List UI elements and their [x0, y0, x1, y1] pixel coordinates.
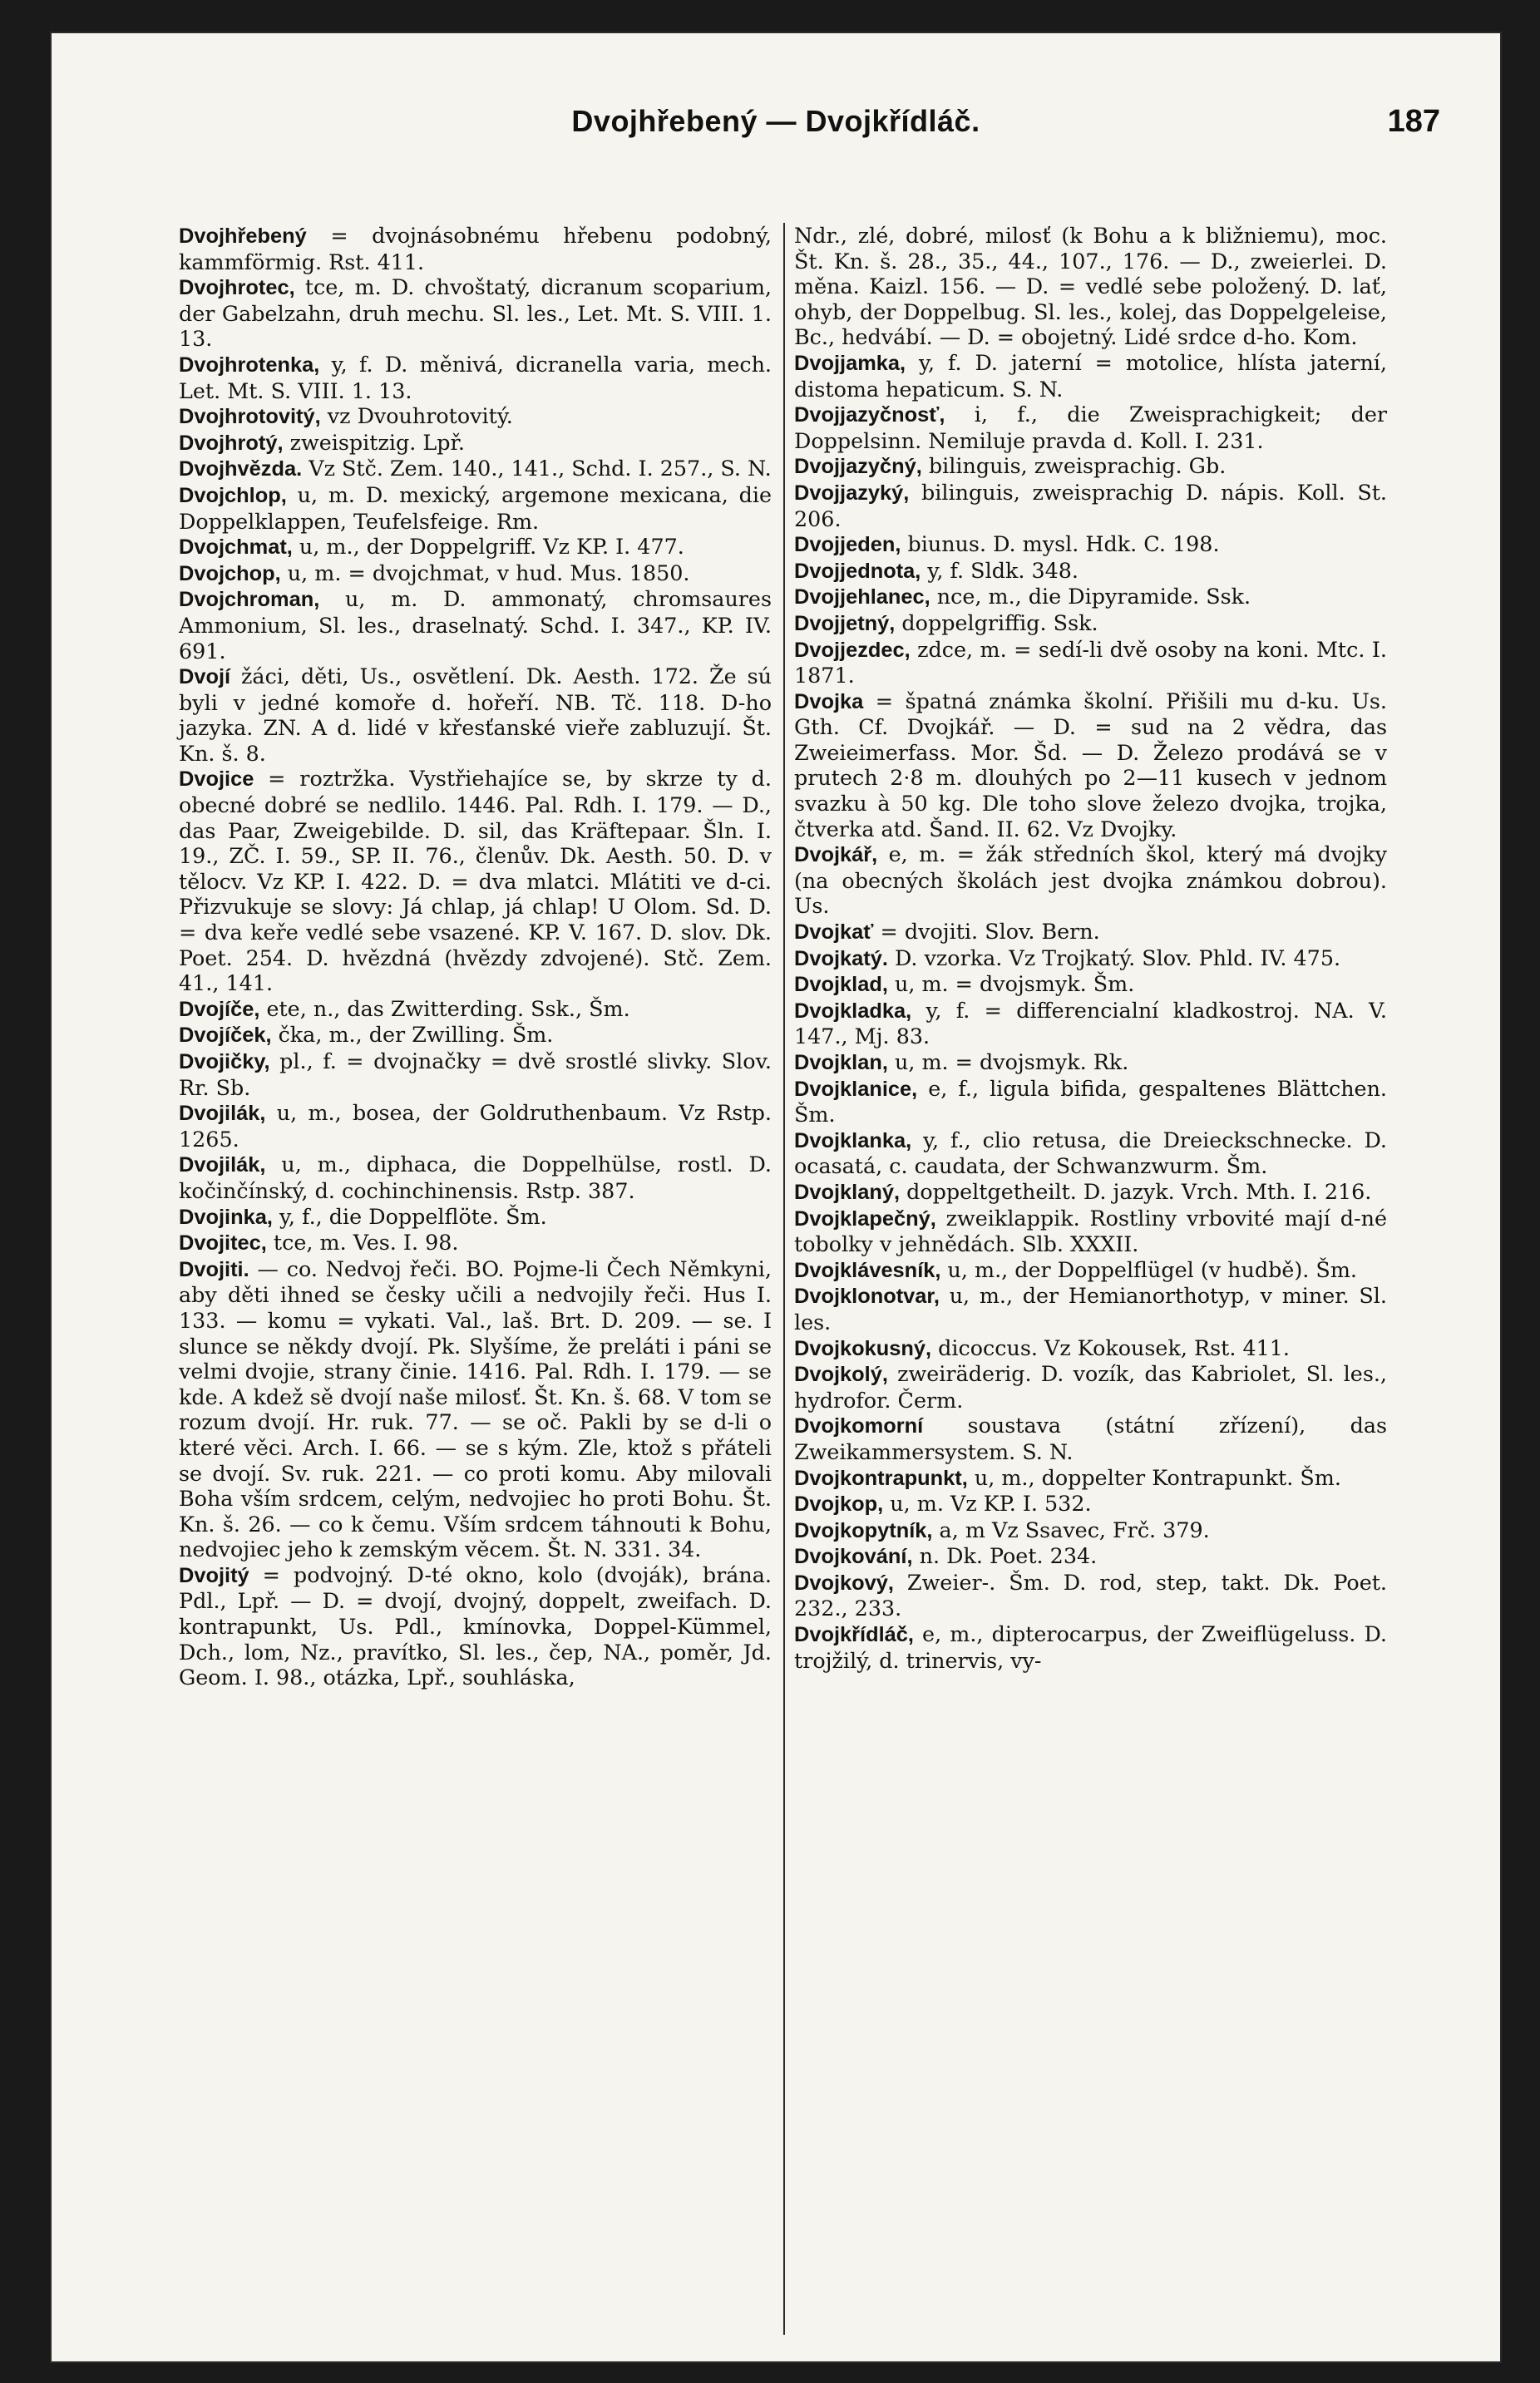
- entry-text: = dvojnásobnému hřebenu podobný, kammförmig. Rst. 411.: [179, 223, 772, 274]
- entry-headword: Dvojka: [794, 689, 864, 713]
- entry-headword: Dvojkolý,: [794, 1363, 888, 1387]
- entry-text: y, f. = differencialní kladkostroj. NA. V. 147., Mj. 83.: [794, 997, 1387, 1049]
- entry-text: biunus. D. mysl. Hdk. C. 198.: [901, 531, 1220, 557]
- entry-text: tce, m. Ves. I. 98.: [266, 1230, 459, 1256]
- entry-headword: Dvojilák,: [179, 1102, 266, 1126]
- entry-headword: Dvojjednota,: [794, 559, 921, 583]
- entry-text: bilinguis, zweisprachig. Gb.: [921, 453, 1227, 479]
- entry-text: u, m., der Doppelgriff. Vz KP. I. 477.: [292, 534, 684, 560]
- entry-headword: Dvojkový,: [794, 1571, 894, 1595]
- dictionary-entry: [794, 1335, 1387, 1362]
- entry-headword: Dvojhrotovitý,: [179, 405, 321, 429]
- dictionary-entry: [179, 1100, 772, 1152]
- entry-text: zweiklappik. Rostliny vrbovité mají d-né tobolky v jehnědách. Slb. XXXII.: [794, 1205, 1387, 1257]
- entry-headword: Dvojkokusný,: [794, 1336, 932, 1360]
- entry-text: ete, n., das Zwitterding. Ssk., Šm.: [259, 995, 630, 1021]
- dictionary-entry: [179, 586, 772, 664]
- entry-headword: Dvojjazyčný,: [794, 455, 922, 479]
- dictionary-entry: [794, 1543, 1387, 1570]
- entry-text: bilinguis, zweisprachig D. nápis. Koll. St. 206.: [794, 479, 1387, 531]
- entry-text: zweiräderig. D. vozík, das Kabriolet, Sl. les., hydrofor. Čerm.: [794, 1361, 1387, 1413]
- entry-text: u, m., doppelter Kontrapunkt. Šm.: [967, 1464, 1341, 1490]
- entry-text: = dvojiti. Slov. Bern.: [873, 919, 1100, 945]
- dictionary-entry: [794, 971, 1387, 998]
- entry-headword: Dvojjamka,: [794, 351, 906, 375]
- entry-headword: Dvojchmat,: [179, 535, 293, 560]
- dictionary-entry: [794, 1413, 1387, 1464]
- entry-text: doppeltgetheilt. D. jazyk. Vrch. Mth. I. 216.: [900, 1178, 1372, 1204]
- entry-headword: Dvojjeden,: [794, 533, 901, 557]
- entry-headword: Dvojklad,: [794, 973, 888, 997]
- entry-text: zdce, m. = sedí-li dvě osoby na koni. Mtc. I. 1871.: [794, 636, 1387, 688]
- entry-headword: Dvojkomorní: [794, 1414, 924, 1438]
- dictionary-entry: [794, 1049, 1387, 1076]
- dictionary-entry: [179, 223, 772, 274]
- entry-headword: Dvojkář,: [794, 843, 878, 867]
- entry-text: a, m Vz Ssavec, Frč. 379.: [932, 1517, 1210, 1542]
- entry-text: y, f. D. jaterní = motolice, hlísta jaterní, distoma hepaticum. S. N.: [794, 349, 1387, 402]
- entry-text: u, m. D. ammonatý, chromsaures Ammonium, Sl. les., draselnatý. Schd. I. 347., KP. IV. 691.: [179, 586, 772, 664]
- entry-headword: Dvojklanka,: [794, 1128, 912, 1152]
- dictionary-entry: [179, 1048, 772, 1100]
- entry-text: u, m. D. mexický, argemone mexicana, die Doppelklappen, Teufelsfeige. Rm.: [179, 481, 772, 534]
- left-column: [179, 223, 772, 1690]
- entry-headword: Dvojchop,: [179, 561, 281, 585]
- entry-headword: Dvojjetný,: [794, 611, 896, 635]
- dictionary-entry: [794, 480, 1387, 531]
- entry-headword: Dvojchroman,: [179, 588, 320, 612]
- entry-headword: Dvojí: [179, 665, 231, 689]
- entry-headword: Dvojjezdec,: [794, 638, 911, 662]
- entry-text: soustava (státní zřízení), das Zweikammersystem. S. N.: [794, 1413, 1387, 1464]
- dictionary-entry: [179, 1152, 772, 1203]
- dictionary-entry: [794, 1491, 1387, 1517]
- entry-headword: Dvojkřídláč,: [794, 1623, 914, 1647]
- dictionary-entry: [179, 1204, 772, 1231]
- entry-text: u, m., diphaca, die Doppelhülse, rostl. D. kočinčínský, d. cochinchinensis. Rstp. 387.: [179, 1152, 772, 1203]
- entry-headword: Dvojičky,: [179, 1050, 270, 1073]
- dictionary-entry: [794, 610, 1387, 637]
- entry-headword: Dvojiti.: [179, 1257, 249, 1281]
- entry-text: — co. Nedvoj řeči. BO. Pojme-li Čech Němkyni, aby děti ihned se česky učili a nedvojily řeči. Hus I. 133. — komu = vykati. Val., laš. Brt. D. 209. — se. I slunce se někdy dvojí. Pk. Slyšíme, že preláti i páni se velmi dvojie, strany činie. 1416. Pal. Rdh. I. 179. — se kde. A kdež sě dvojí naše milosť. Št. Kn. š. 68. V tom se rozum dvojí. Hr. ruk. 77. — se oč. Pakli by se d-li o které věci. Arch. I. 66. — se s kým. Zle, ktož s přáteli se dvojí. Sv. ruk. 221. — co proti komu. Aby milovali Boha vším srdcem, celým, nedvojiec ho proti Bohu. Št. Kn. š. 26. — co k čemu. Vším srdcem táhnouti k Bohu, nedvojiec jeho k zemským věcem. Št. N. 331. 34.: [179, 1256, 772, 1562]
- entry-headword: Dvojhvězda.: [179, 457, 303, 481]
- entry-text: u, m. = dvojsmyk. Šm.: [887, 971, 1135, 997]
- entry-headword: Dvojkladka,: [794, 999, 912, 1023]
- entry-headword: Dvojkatý.: [794, 946, 888, 970]
- entry-text: Zweier-. Šm. D. rod, step, takt. Dk. Poet. 232., 233.: [794, 1569, 1387, 1621]
- entry-headword: Dvojitec,: [179, 1231, 267, 1256]
- dictionary-entry: [179, 766, 772, 995]
- dictionary-entry: [794, 558, 1387, 585]
- dictionary-entry: [179, 430, 772, 456]
- entry-text: Ndr., zlé, dobré, milosť (k Bohu a k bližniemu), moc. Št. Kn. š. 28., 35., 44., 107., 176. — D., zweierlei. D. měna. Kaizl. 156. — D. = vedlé sebe položený. D. lať, ohyb, der Doppelbug. Sl. les., kolej, das Doppelgeleise, Bc., hedvábí. — D. = obojetný. Lidé srdce d-ho. Kom.: [794, 223, 1387, 350]
- entry-text: u, m., der Hemianorthotyp, v miner. Sl. les.: [794, 1283, 1387, 1335]
- entry-headword: Dvojhřebený: [179, 224, 307, 248]
- dictionary-entry: [179, 1230, 772, 1256]
- dictionary-entry: [794, 1076, 1387, 1127]
- dictionary-entry: [794, 998, 1387, 1049]
- dictionary-entry: [794, 1517, 1387, 1544]
- dictionary-entry: [179, 1256, 772, 1562]
- entry-headword: Dvojkopytník,: [794, 1518, 933, 1542]
- entry-text: u, m., der Doppelflügel (v hudbě). Šm.: [940, 1256, 1357, 1282]
- entry-headword: Dvojklonotvar,: [794, 1285, 940, 1309]
- entry-text: pl., f. = dvojnačky = dvě srostlé slivky. Slov. Rr. Sb.: [179, 1048, 772, 1100]
- dictionary-entry: [179, 352, 772, 403]
- entry-headword: Dvojice: [179, 767, 254, 792]
- dictionary-entry: [179, 482, 772, 534]
- entry-headword: Dvojíček,: [179, 1024, 272, 1048]
- entry-headword: Dvojklan,: [794, 1051, 888, 1074]
- dictionary-entry: [794, 1361, 1387, 1413]
- dictionary-entry: [179, 1562, 772, 1690]
- running-title: Dvojhřebený — Dvojkřídláč.: [571, 104, 980, 138]
- entry-headword: Dvojklávesník,: [794, 1258, 941, 1282]
- entry-text: u, m. = dvojchmat, v hud. Mus. 1850.: [280, 560, 690, 585]
- dictionary-entry: [794, 1206, 1387, 1257]
- dictionary-entry: [179, 456, 772, 482]
- dictionary-entry: [794, 1257, 1387, 1284]
- entry-text: = špatná známka školní. Přišili mu d-ku. Us. Gth. Cf. Dvojkář. — D. = sud na 2 vědra, das Zweieimerfass. Mor. Šd. — D. Železo prodává se v prutech 2·8 m. dlouhých po 2—11 kusech v jednom svazku à 50 kg. Dle toho slove železo dvojka, trojka, čtverka atd. Šand. II. 62. Vz Dvojky.: [794, 688, 1387, 841]
- dictionary-entry: [179, 534, 772, 560]
- dictionary-entry: [179, 560, 772, 587]
- entry-headword: Dvojklaný,: [794, 1180, 901, 1204]
- dictionary-entry: [794, 350, 1387, 402]
- entry-text: u, m. Vz KP. I. 532.: [883, 1491, 1092, 1517]
- dictionary-entry: [794, 919, 1387, 945]
- entry-headword: Dvojkať: [794, 920, 874, 945]
- dictionary-entry: [794, 453, 1387, 480]
- entry-text: = podvojný. D-té okno, kolo (dvoják), brána. Pdl., Lpř. — D. = dvojí, dvojný, doppelt, zweifach. D. kontrapunkt, Us. Pdl., kmínovka, Doppel-Kümmel, Dch., lom, Nz., pravítko, Sl. les., čep, NA., poměr, Jd. Geom. I. 98., otázka, Lpř., souhláska,: [179, 1562, 772, 1690]
- dictionary-entry: [794, 841, 1387, 919]
- entry-headword: Dvojíče,: [179, 997, 260, 1021]
- entry-headword: Dvojkování,: [794, 1545, 913, 1569]
- entry-text: D. vzorka. Vz Trojkatý. Slov. Phld. IV. 475.: [887, 945, 1341, 970]
- dictionary-entry: [794, 223, 1387, 350]
- entry-headword: Dvojklapečný,: [794, 1206, 936, 1231]
- entry-headword: Dvojkop,: [794, 1492, 884, 1517]
- dictionary-entry: [794, 945, 1387, 972]
- dictionary-entry: [179, 664, 772, 766]
- dictionary-entry: [794, 1179, 1387, 1206]
- dictionary-entry: [794, 402, 1387, 453]
- entry-headword: Dvojhrotec,: [179, 276, 295, 300]
- entry-headword: Dvojilák,: [179, 1153, 266, 1177]
- entry-text: čka, m., der Zwilling. Šm.: [271, 1022, 554, 1048]
- entry-text: y, f. Sldk. 348.: [921, 557, 1079, 583]
- entry-headword: Dvojchlop,: [179, 483, 287, 507]
- entry-headword: Dvojkontrapunkt,: [794, 1466, 968, 1490]
- entry-headword: Dvojklanice,: [794, 1077, 918, 1101]
- right-column: [794, 223, 1387, 1673]
- entry-text: y, f. D. měnivá, dicranella varia, mech. Let. Mt. S. VIII. 1. 13.: [179, 351, 772, 403]
- entry-headword: Dvojjehlanec,: [794, 585, 930, 609]
- entry-text: i, f., die Zweisprachigkeit; der Doppelsinn. Nemiluje pravda d. Koll. I. 231.: [794, 402, 1387, 453]
- dictionary-entry: [794, 1465, 1387, 1492]
- entry-text: vz Dvouhrotovitý.: [320, 403, 513, 429]
- entry-text: dicoccus. Vz Kokousek, Rst. 411.: [931, 1335, 1291, 1360]
- entry-text: Vz Stč. Zem. 140., 141., Schd. I. 257., S. N.: [302, 456, 772, 481]
- entry-text: e, m., dipterocarpus, der Zweiflügeluss. D. trojžilý, d. trinervis, vy-: [794, 1621, 1387, 1673]
- entry-headword: Dvojinka,: [179, 1205, 273, 1229]
- entry-headword: Dvojhrotý,: [179, 431, 284, 455]
- entry-headword: Dvojitý: [179, 1563, 249, 1587]
- dictionary-entry: [794, 637, 1387, 688]
- entry-text: e, f., ligula bifida, gespaltenes Blättchen. Šm.: [794, 1075, 1387, 1127]
- entry-text: = roztržka. Vystřiehajíce se, by skrze ty d. obecné dobré se nedlilo. 1446. Pal. Rdh. I. 179. — D., das Paar, Zweigebilde. D. sil, das Kräftepaar. Šln. I. 19., ZČ. I. 59., SP. II. 76., členův. Dk. Aesth. 50. D. v tělocv. Vz KP. I. 422. D. = dva mlatci. Mlátiti ve d-ci. Přizvukuje se slovy: Já chlap, já chlap! U Olom. Sd. D. = dva keře vedlé sebe vsazené. KP. V. 167. D. slov. Dk. Poet. 254. D. hvězdná (hvězdy zdvojené). Stč. Zem. 41., 141.: [179, 766, 772, 996]
- page-header: [52, 104, 1500, 154]
- entry-headword: Dvojjazyký,: [794, 481, 910, 505]
- entry-text: n. Dk. Poet. 234.: [912, 1543, 1098, 1569]
- dictionary-entry: [794, 1283, 1387, 1335]
- dictionary-entry: [794, 584, 1387, 610]
- dictionary-entry: [179, 403, 772, 430]
- dictionary-entry: [794, 688, 1387, 842]
- entry-text: zweispitzig. Lpř.: [283, 429, 465, 455]
- entry-headword: Dvojjazyčnosť,: [794, 403, 945, 427]
- entry-text: u, m., bosea, der Goldruthenbaum. Vz Rstp. 1265.: [179, 1100, 772, 1152]
- entry-headword: Dvojhrotenka,: [179, 353, 320, 377]
- entry-text: y, f., die Doppelflöte. Šm.: [272, 1203, 547, 1229]
- entry-text: y, f., clio retusa, die Dreieckschnecke. D. ocasatá, c. caudata, der Schwanzwurm. Šm.: [794, 1127, 1387, 1179]
- page-number: 187: [1387, 104, 1440, 139]
- dictionary-entry: [794, 531, 1387, 558]
- dictionary-entry: [179, 1022, 772, 1048]
- entry-text: žáci, děti, Us., osvětlení. Dk. Aesth. 172. Že sú byli v jedné komoře d. hořeří. NB. Tč. 118. D-ho jazyka. ZN. A d. lidé v křesťanské vieře zabluzují. Št. Kn. š. 8.: [179, 664, 772, 766]
- dictionary-entry: [794, 1621, 1387, 1673]
- dictionary-page: [52, 33, 1500, 2361]
- entry-text: e, m. = žák středních škol, který má dvojky (na obecných školách jest dvojka známkou dobrou). Us.: [794, 841, 1387, 919]
- entry-text: tce, m. D. chvoštatý, dicranum scoparium, der Gabelzahn, druh mechu. Sl. les., Let. Mt. S. VIII. 1. 13.: [179, 274, 772, 352]
- column-divider: [783, 223, 785, 2335]
- dictionary-entry: [794, 1570, 1387, 1621]
- entry-text: doppelgriffig. Ssk.: [895, 609, 1098, 635]
- entry-text: u, m. = dvojsmyk. Rk.: [887, 1049, 1129, 1074]
- dictionary-entry: [179, 274, 772, 352]
- dictionary-entry: [179, 996, 772, 1023]
- dictionary-entry: [794, 1127, 1387, 1179]
- entry-text: nce, m., die Dipyramide. Ssk.: [930, 584, 1251, 609]
